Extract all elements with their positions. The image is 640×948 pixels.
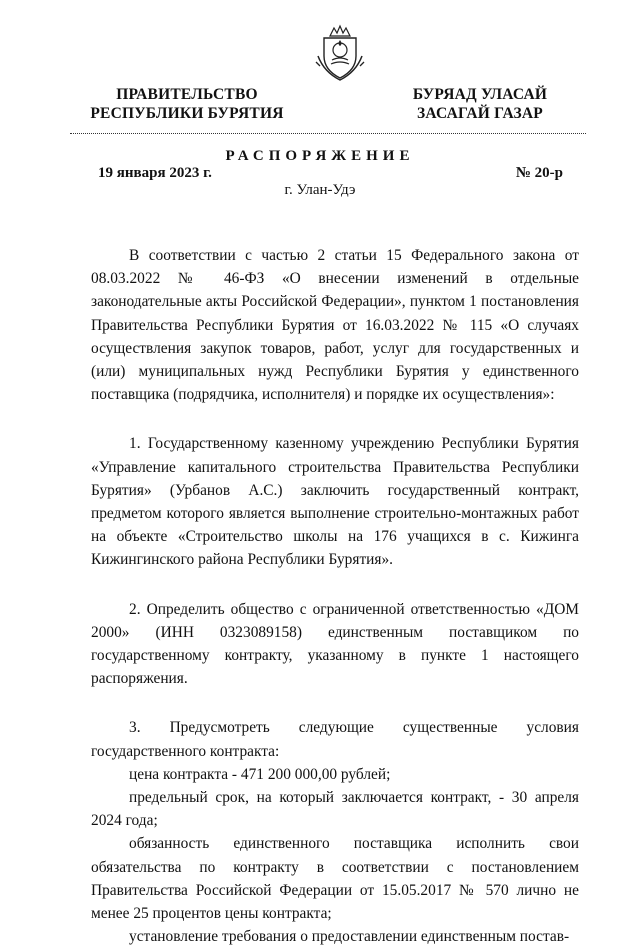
government-name-buryat — [400, 85, 560, 123]
document-body — [91, 244, 579, 948]
paragraph-item-1: 1. Государственному казенному учреждению Республики Бурятия «Управление капитального строительства Правительства Республики Бурятия» (Урбанов А.С.) заключить государственный контракт, предметом которого является выполнение строительно-монтажных работ на объекте «Строительство школы на 176 учащихся в с. Кижинга Кижингинского района Республики Бурятия». — [91, 435, 579, 569]
document-city: г. Улан-Удэ — [284, 182, 356, 198]
paragraph-item-3: 3. Предусмотреть следующие существенные условия государственного контракта: — [91, 719, 579, 760]
paragraph-preamble: В соответствии с частью 2 статьи 15 Федерального закона от 08.03.2022 № 46-ФЗ «О внесении изменений в отдельные законодательные акты Российской Федерации», пунктом 1 постановления Правительства Республики Бурятия от 16.03.2022 № 115 «О случаях осуществления закупок товаров, работ, услуг для государственных и (или) муниципальных нужд Республики Бурятия у единственного поставщика (подрядчика, исполнителя) и порядке их осуществления»: — [91, 247, 579, 404]
government-name-russian-line2: РЕСПУБЛИКИ БУРЯТИЯ — [90, 105, 284, 122]
government-name-russian-line1: ПРАВИТЕЛЬСТВО — [116, 86, 258, 103]
paragraph-condition-obligation: обязанность единственного поставщика исполнить свои обязательства по контракту в соответствии с постановлением Правительства Российской Федерации от 15.05.2017 № 570 лично не менее 25 процентов цены контракта; — [91, 835, 579, 923]
document-date: 19 января 2023 г. — [98, 165, 212, 181]
republic-coat-of-arms-icon — [310, 22, 370, 82]
header-divider — [70, 133, 586, 134]
paragraph-item-2: 2. Определить общество с ограниченной ответственностью «ДОМ 2000» (ИНН 0323089158) единственным поставщиком по государственному контракту, указанному в пункте 1 настоящего распоряжения. — [91, 600, 579, 688]
government-name-buryat-line2: ЗАСАГАЙ ГАЗАР — [417, 105, 543, 122]
paragraph-condition-requirement: установление требования о предоставлении единственным постав- — [129, 928, 570, 946]
paragraph-condition-term: предельный срок, на который заключается контракт, - 30 апреля 2024 года; — [91, 789, 579, 830]
paragraph-condition-price: цена контракта - 471 200 000,00 рублей; — [129, 765, 391, 783]
government-name-buryat-line1: БУРЯАД УЛАСАЙ — [412, 86, 548, 103]
document-type: РАСПОРЯЖЕНИЕ — [225, 148, 415, 164]
document-number: № 20-р — [515, 165, 563, 181]
government-name-russian — [82, 85, 292, 123]
